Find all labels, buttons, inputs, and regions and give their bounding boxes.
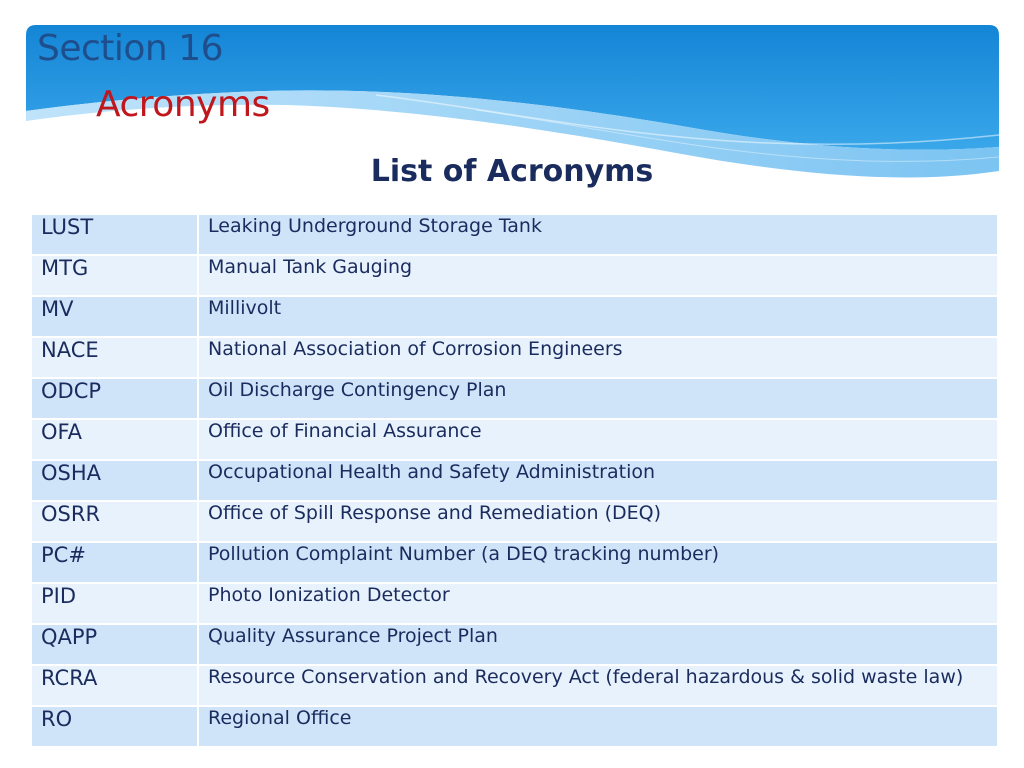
definition-cell: Photo Ionization Detector (198, 583, 998, 624)
definition-cell: Quality Assurance Project Plan (198, 624, 998, 665)
acronym-cell: LUST (31, 214, 198, 255)
table-row (31, 501, 998, 542)
acronym-cell: PID (31, 583, 198, 624)
definition-cell: Regional Office (198, 706, 998, 747)
acronym-cell: RCRA (31, 665, 198, 706)
table-row (31, 296, 998, 337)
table-row (31, 460, 998, 501)
acronym-table (30, 213, 999, 748)
definition-cell: Office of Spill Response and Remediation (DEQ) (198, 501, 998, 542)
list-heading: List of Acronyms (370, 154, 654, 189)
table-row (31, 214, 998, 255)
table-row (31, 419, 998, 460)
table-row (31, 583, 998, 624)
section-subtitle: Acronyms (96, 84, 270, 125)
table-row (31, 624, 998, 665)
acronym-cell: QAPP (31, 624, 198, 665)
acronym-cell: RO (31, 706, 198, 747)
definition-cell: Occupational Health and Safety Administration (198, 460, 998, 501)
table-row (31, 255, 998, 296)
definition-cell: Pollution Complaint Number (a DEQ tracking number) (198, 542, 998, 583)
table-row (31, 665, 998, 706)
definition-cell: Office of Financial Assurance (198, 419, 998, 460)
acronym-cell: MTG (31, 255, 198, 296)
definition-cell: Leaking Underground Storage Tank (198, 214, 998, 255)
table-row (31, 706, 998, 747)
definition-cell: Oil Discharge Contingency Plan (198, 378, 998, 419)
acronym-cell: PC# (31, 542, 198, 583)
definition-cell: Resource Conservation and Recovery Act (federal hazardous & solid waste law) (198, 665, 998, 706)
section-title: Section 16 (37, 28, 224, 69)
acronym-cell: OSHA (31, 460, 198, 501)
definition-cell: National Association of Corrosion Engineers (198, 337, 998, 378)
acronym-cell: MV (31, 296, 198, 337)
definition-cell: Manual Tank Gauging (198, 255, 998, 296)
table-row (31, 337, 998, 378)
acronym-cell: OFA (31, 419, 198, 460)
acronym-cell: NACE (31, 337, 198, 378)
acronym-cell: OSRR (31, 501, 198, 542)
table-row (31, 542, 998, 583)
acronym-cell: ODCP (31, 378, 198, 419)
definition-cell: Millivolt (198, 296, 998, 337)
table-row (31, 378, 998, 419)
